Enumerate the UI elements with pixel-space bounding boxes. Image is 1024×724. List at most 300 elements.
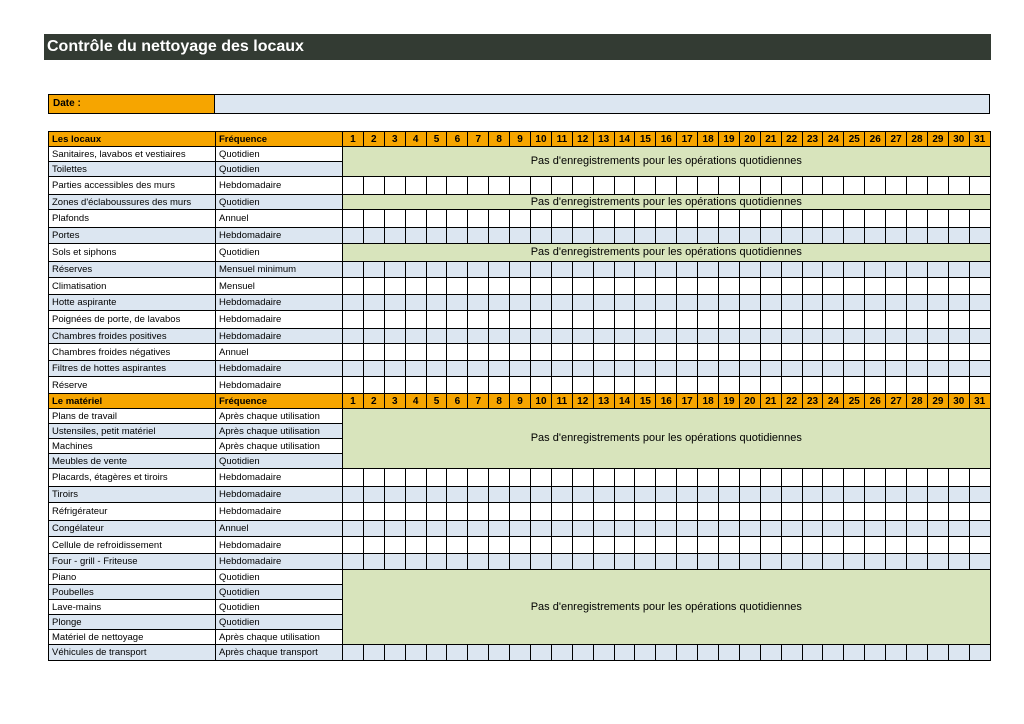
day-check-cell[interactable] [865, 210, 886, 228]
day-check-cell[interactable] [551, 521, 572, 537]
day-check-cell[interactable] [384, 554, 405, 570]
day-check-cell[interactable] [802, 311, 823, 329]
day-check-cell[interactable] [635, 344, 656, 361]
day-check-cell[interactable] [844, 521, 865, 537]
day-check-cell[interactable] [510, 329, 531, 344]
day-check-cell[interactable] [844, 329, 865, 344]
day-check-cell[interactable] [719, 329, 740, 344]
day-check-cell[interactable] [907, 537, 928, 554]
day-check-cell[interactable] [635, 537, 656, 554]
day-check-cell[interactable] [343, 487, 364, 503]
day-check-cell[interactable] [635, 554, 656, 570]
day-check-cell[interactable] [384, 487, 405, 503]
day-check-cell[interactable] [384, 344, 405, 361]
day-check-cell[interactable] [739, 503, 760, 521]
day-check-cell[interactable] [531, 210, 552, 228]
day-check-cell[interactable] [510, 311, 531, 329]
day-check-cell[interactable] [969, 487, 990, 503]
day-check-cell[interactable] [760, 554, 781, 570]
day-check-cell[interactable] [426, 469, 447, 487]
day-check-cell[interactable] [719, 311, 740, 329]
day-check-cell[interactable] [405, 503, 426, 521]
day-check-cell[interactable] [907, 487, 928, 503]
day-check-cell[interactable] [698, 361, 719, 377]
day-check-cell[interactable] [656, 537, 677, 554]
day-check-cell[interactable] [447, 503, 468, 521]
day-check-cell[interactable] [510, 537, 531, 554]
day-check-cell[interactable] [948, 361, 969, 377]
day-check-cell[interactable] [468, 521, 489, 537]
day-check-cell[interactable] [823, 262, 844, 278]
day-check-cell[interactable] [551, 537, 572, 554]
day-check-cell[interactable] [551, 228, 572, 244]
day-check-cell[interactable] [927, 503, 948, 521]
day-check-cell[interactable] [489, 487, 510, 503]
day-check-cell[interactable] [886, 262, 907, 278]
day-check-cell[interactable] [551, 469, 572, 487]
day-check-cell[interactable] [781, 645, 802, 661]
day-check-cell[interactable] [489, 645, 510, 661]
day-check-cell[interactable] [405, 521, 426, 537]
day-check-cell[interactable] [656, 210, 677, 228]
day-check-cell[interactable] [823, 361, 844, 377]
day-check-cell[interactable] [886, 554, 907, 570]
day-check-cell[interactable] [510, 278, 531, 295]
day-check-cell[interactable] [343, 361, 364, 377]
day-check-cell[interactable] [886, 503, 907, 521]
day-check-cell[interactable] [343, 177, 364, 195]
day-check-cell[interactable] [823, 503, 844, 521]
day-check-cell[interactable] [593, 262, 614, 278]
day-check-cell[interactable] [426, 344, 447, 361]
day-check-cell[interactable] [489, 377, 510, 394]
day-check-cell[interactable] [468, 344, 489, 361]
day-check-cell[interactable] [635, 521, 656, 537]
day-check-cell[interactable] [572, 537, 593, 554]
day-check-cell[interactable] [844, 177, 865, 195]
day-check-cell[interactable] [510, 554, 531, 570]
day-check-cell[interactable] [802, 295, 823, 311]
day-check-cell[interactable] [823, 554, 844, 570]
day-check-cell[interactable] [426, 645, 447, 661]
day-check-cell[interactable] [927, 228, 948, 244]
day-check-cell[interactable] [948, 329, 969, 344]
day-check-cell[interactable] [593, 377, 614, 394]
day-check-cell[interactable] [802, 210, 823, 228]
day-check-cell[interactable] [510, 295, 531, 311]
day-check-cell[interactable] [844, 554, 865, 570]
day-check-cell[interactable] [739, 554, 760, 570]
day-check-cell[interactable] [802, 487, 823, 503]
day-check-cell[interactable] [447, 210, 468, 228]
day-check-cell[interactable] [426, 537, 447, 554]
day-check-cell[interactable] [489, 262, 510, 278]
day-check-cell[interactable] [969, 469, 990, 487]
day-check-cell[interactable] [781, 554, 802, 570]
day-check-cell[interactable] [656, 329, 677, 344]
day-check-cell[interactable] [907, 344, 928, 361]
day-check-cell[interactable] [739, 344, 760, 361]
day-check-cell[interactable] [927, 487, 948, 503]
day-check-cell[interactable] [426, 295, 447, 311]
day-check-cell[interactable] [363, 210, 384, 228]
day-check-cell[interactable] [614, 311, 635, 329]
day-check-cell[interactable] [823, 228, 844, 244]
day-check-cell[interactable] [927, 554, 948, 570]
day-check-cell[interactable] [677, 554, 698, 570]
day-check-cell[interactable] [405, 487, 426, 503]
day-check-cell[interactable] [844, 311, 865, 329]
day-check-cell[interactable] [614, 361, 635, 377]
day-check-cell[interactable] [823, 521, 844, 537]
day-check-cell[interactable] [802, 377, 823, 394]
day-check-cell[interactable] [948, 177, 969, 195]
day-check-cell[interactable] [572, 210, 593, 228]
day-check-cell[interactable] [426, 521, 447, 537]
day-check-cell[interactable] [363, 487, 384, 503]
day-check-cell[interactable] [781, 469, 802, 487]
day-check-cell[interactable] [781, 503, 802, 521]
day-check-cell[interactable] [698, 262, 719, 278]
day-check-cell[interactable] [927, 278, 948, 295]
day-check-cell[interactable] [677, 487, 698, 503]
day-check-cell[interactable] [823, 537, 844, 554]
day-check-cell[interactable] [698, 487, 719, 503]
day-check-cell[interactable] [447, 554, 468, 570]
day-check-cell[interactable] [572, 487, 593, 503]
day-check-cell[interactable] [614, 228, 635, 244]
day-check-cell[interactable] [593, 311, 614, 329]
day-check-cell[interactable] [510, 521, 531, 537]
day-check-cell[interactable] [823, 295, 844, 311]
day-check-cell[interactable] [384, 645, 405, 661]
day-check-cell[interactable] [886, 228, 907, 244]
day-check-cell[interactable] [343, 228, 364, 244]
day-check-cell[interactable] [363, 537, 384, 554]
day-check-cell[interactable] [614, 278, 635, 295]
day-check-cell[interactable] [677, 503, 698, 521]
day-check-cell[interactable] [760, 469, 781, 487]
day-check-cell[interactable] [969, 228, 990, 244]
day-check-cell[interactable] [886, 521, 907, 537]
day-check-cell[interactable] [531, 361, 552, 377]
day-check-cell[interactable] [572, 377, 593, 394]
day-check-cell[interactable] [426, 262, 447, 278]
day-check-cell[interactable] [969, 645, 990, 661]
day-check-cell[interactable] [698, 469, 719, 487]
day-check-cell[interactable] [927, 311, 948, 329]
day-check-cell[interactable] [823, 487, 844, 503]
day-check-cell[interactable] [489, 344, 510, 361]
day-check-cell[interactable] [677, 228, 698, 244]
day-check-cell[interactable] [447, 645, 468, 661]
day-check-cell[interactable] [739, 228, 760, 244]
day-check-cell[interactable] [760, 329, 781, 344]
day-check-cell[interactable] [614, 469, 635, 487]
day-check-cell[interactable] [739, 645, 760, 661]
day-check-cell[interactable] [969, 329, 990, 344]
day-check-cell[interactable] [698, 537, 719, 554]
day-check-cell[interactable] [510, 344, 531, 361]
day-check-cell[interactable] [739, 262, 760, 278]
day-check-cell[interactable] [719, 537, 740, 554]
day-check-cell[interactable] [510, 503, 531, 521]
day-check-cell[interactable] [468, 329, 489, 344]
day-check-cell[interactable] [593, 554, 614, 570]
day-check-cell[interactable] [572, 177, 593, 195]
day-check-cell[interactable] [447, 262, 468, 278]
day-check-cell[interactable] [698, 177, 719, 195]
day-check-cell[interactable] [405, 329, 426, 344]
day-check-cell[interactable] [635, 361, 656, 377]
day-check-cell[interactable] [384, 329, 405, 344]
day-check-cell[interactable] [489, 503, 510, 521]
day-check-cell[interactable] [468, 503, 489, 521]
day-check-cell[interactable] [739, 210, 760, 228]
day-check-cell[interactable] [739, 469, 760, 487]
day-check-cell[interactable] [343, 503, 364, 521]
day-check-cell[interactable] [489, 361, 510, 377]
day-check-cell[interactable] [739, 278, 760, 295]
day-check-cell[interactable] [468, 210, 489, 228]
day-check-cell[interactable] [927, 377, 948, 394]
day-check-cell[interactable] [739, 487, 760, 503]
day-check-cell[interactable] [510, 177, 531, 195]
day-check-cell[interactable] [719, 487, 740, 503]
day-check-cell[interactable] [760, 228, 781, 244]
day-check-cell[interactable] [656, 295, 677, 311]
day-check-cell[interactable] [886, 210, 907, 228]
day-check-cell[interactable] [405, 228, 426, 244]
day-check-cell[interactable] [677, 278, 698, 295]
day-check-cell[interactable] [823, 311, 844, 329]
day-check-cell[interactable] [677, 177, 698, 195]
day-check-cell[interactable] [531, 487, 552, 503]
day-check-cell[interactable] [781, 311, 802, 329]
day-check-cell[interactable] [405, 554, 426, 570]
day-check-cell[interactable] [698, 329, 719, 344]
day-check-cell[interactable] [426, 361, 447, 377]
day-check-cell[interactable] [969, 361, 990, 377]
day-check-cell[interactable] [468, 311, 489, 329]
day-check-cell[interactable] [489, 537, 510, 554]
day-check-cell[interactable] [948, 521, 969, 537]
day-check-cell[interactable] [593, 521, 614, 537]
day-check-cell[interactable] [907, 554, 928, 570]
day-check-cell[interactable] [698, 377, 719, 394]
day-check-cell[interactable] [572, 228, 593, 244]
day-check-cell[interactable] [719, 177, 740, 195]
day-check-cell[interactable] [698, 554, 719, 570]
day-check-cell[interactable] [698, 521, 719, 537]
day-check-cell[interactable] [802, 228, 823, 244]
day-check-cell[interactable] [447, 329, 468, 344]
day-check-cell[interactable] [656, 262, 677, 278]
day-check-cell[interactable] [927, 329, 948, 344]
day-check-cell[interactable] [468, 278, 489, 295]
day-check-cell[interactable] [823, 329, 844, 344]
day-check-cell[interactable] [405, 295, 426, 311]
day-check-cell[interactable] [907, 503, 928, 521]
day-check-cell[interactable] [948, 210, 969, 228]
day-check-cell[interactable] [614, 344, 635, 361]
day-check-cell[interactable] [656, 503, 677, 521]
day-check-cell[interactable] [531, 377, 552, 394]
day-check-cell[interactable] [677, 645, 698, 661]
day-check-cell[interactable] [405, 177, 426, 195]
day-check-cell[interactable] [865, 361, 886, 377]
day-check-cell[interactable] [907, 278, 928, 295]
day-check-cell[interactable] [948, 311, 969, 329]
day-check-cell[interactable] [489, 469, 510, 487]
day-check-cell[interactable] [927, 177, 948, 195]
day-check-cell[interactable] [677, 262, 698, 278]
day-check-cell[interactable] [551, 210, 572, 228]
day-check-cell[interactable] [886, 377, 907, 394]
day-check-cell[interactable] [593, 278, 614, 295]
day-check-cell[interactable] [886, 177, 907, 195]
day-check-cell[interactable] [844, 262, 865, 278]
day-check-cell[interactable] [802, 537, 823, 554]
day-check-cell[interactable] [384, 377, 405, 394]
day-check-cell[interactable] [447, 295, 468, 311]
day-check-cell[interactable] [343, 645, 364, 661]
day-check-cell[interactable] [823, 210, 844, 228]
day-check-cell[interactable] [593, 645, 614, 661]
day-check-cell[interactable] [823, 377, 844, 394]
day-check-cell[interactable] [384, 537, 405, 554]
day-check-cell[interactable] [363, 262, 384, 278]
day-check-cell[interactable] [969, 311, 990, 329]
day-check-cell[interactable] [948, 537, 969, 554]
day-check-cell[interactable] [698, 311, 719, 329]
day-check-cell[interactable] [551, 361, 572, 377]
day-check-cell[interactable] [384, 262, 405, 278]
day-check-cell[interactable] [384, 177, 405, 195]
day-check-cell[interactable] [969, 377, 990, 394]
day-check-cell[interactable] [760, 262, 781, 278]
day-check-cell[interactable] [656, 521, 677, 537]
day-check-cell[interactable] [447, 177, 468, 195]
day-check-cell[interactable] [719, 228, 740, 244]
day-check-cell[interactable] [698, 645, 719, 661]
day-check-cell[interactable] [927, 645, 948, 661]
day-check-cell[interactable] [677, 311, 698, 329]
day-check-cell[interactable] [635, 503, 656, 521]
day-check-cell[interactable] [405, 210, 426, 228]
day-check-cell[interactable] [719, 377, 740, 394]
day-check-cell[interactable] [802, 554, 823, 570]
day-check-cell[interactable] [531, 278, 552, 295]
day-check-cell[interactable] [677, 521, 698, 537]
day-check-cell[interactable] [907, 521, 928, 537]
day-check-cell[interactable] [760, 521, 781, 537]
day-check-cell[interactable] [363, 521, 384, 537]
day-check-cell[interactable] [405, 377, 426, 394]
day-check-cell[interactable] [531, 645, 552, 661]
day-check-cell[interactable] [739, 177, 760, 195]
day-check-cell[interactable] [781, 361, 802, 377]
day-check-cell[interactable] [781, 521, 802, 537]
day-check-cell[interactable] [719, 645, 740, 661]
day-check-cell[interactable] [593, 344, 614, 361]
day-check-cell[interactable] [531, 469, 552, 487]
day-check-cell[interactable] [489, 521, 510, 537]
day-check-cell[interactable] [677, 344, 698, 361]
day-check-cell[interactable] [886, 469, 907, 487]
day-check-cell[interactable] [489, 278, 510, 295]
day-check-cell[interactable] [635, 329, 656, 344]
day-check-cell[interactable] [489, 228, 510, 244]
day-check-cell[interactable] [948, 228, 969, 244]
day-check-cell[interactable] [969, 344, 990, 361]
day-check-cell[interactable] [363, 377, 384, 394]
day-check-cell[interactable] [343, 278, 364, 295]
day-check-cell[interactable] [760, 311, 781, 329]
day-check-cell[interactable] [593, 503, 614, 521]
day-check-cell[interactable] [363, 503, 384, 521]
day-check-cell[interactable] [719, 295, 740, 311]
day-check-cell[interactable] [468, 469, 489, 487]
day-check-cell[interactable] [823, 645, 844, 661]
day-check-cell[interactable] [886, 537, 907, 554]
day-check-cell[interactable] [426, 487, 447, 503]
day-check-cell[interactable] [635, 278, 656, 295]
day-check-cell[interactable] [844, 469, 865, 487]
day-check-cell[interactable] [468, 361, 489, 377]
day-check-cell[interactable] [405, 361, 426, 377]
day-check-cell[interactable] [343, 329, 364, 344]
day-check-cell[interactable] [614, 503, 635, 521]
day-check-cell[interactable] [698, 344, 719, 361]
day-check-cell[interactable] [489, 311, 510, 329]
day-check-cell[interactable] [447, 344, 468, 361]
day-check-cell[interactable] [363, 554, 384, 570]
day-check-cell[interactable] [384, 210, 405, 228]
day-check-cell[interactable] [593, 210, 614, 228]
day-check-cell[interactable] [468, 554, 489, 570]
day-check-cell[interactable] [969, 295, 990, 311]
day-check-cell[interactable] [760, 645, 781, 661]
day-check-cell[interactable] [969, 278, 990, 295]
day-check-cell[interactable] [907, 377, 928, 394]
day-check-cell[interactable] [468, 295, 489, 311]
day-check-cell[interactable] [886, 344, 907, 361]
day-check-cell[interactable] [343, 311, 364, 329]
day-check-cell[interactable] [551, 295, 572, 311]
day-check-cell[interactable] [593, 361, 614, 377]
day-check-cell[interactable] [886, 311, 907, 329]
day-check-cell[interactable] [969, 210, 990, 228]
day-check-cell[interactable] [343, 262, 364, 278]
day-check-cell[interactable] [656, 469, 677, 487]
day-check-cell[interactable] [969, 554, 990, 570]
day-check-cell[interactable] [572, 329, 593, 344]
day-check-cell[interactable] [698, 210, 719, 228]
day-check-cell[interactable] [593, 487, 614, 503]
day-check-cell[interactable] [927, 344, 948, 361]
day-check-cell[interactable] [468, 537, 489, 554]
day-check-cell[interactable] [760, 210, 781, 228]
day-check-cell[interactable] [677, 329, 698, 344]
day-check-cell[interactable] [614, 329, 635, 344]
day-check-cell[interactable] [677, 377, 698, 394]
day-check-cell[interactable] [844, 361, 865, 377]
day-check-cell[interactable] [551, 487, 572, 503]
day-check-cell[interactable] [865, 295, 886, 311]
day-check-cell[interactable] [907, 177, 928, 195]
day-check-cell[interactable] [865, 554, 886, 570]
